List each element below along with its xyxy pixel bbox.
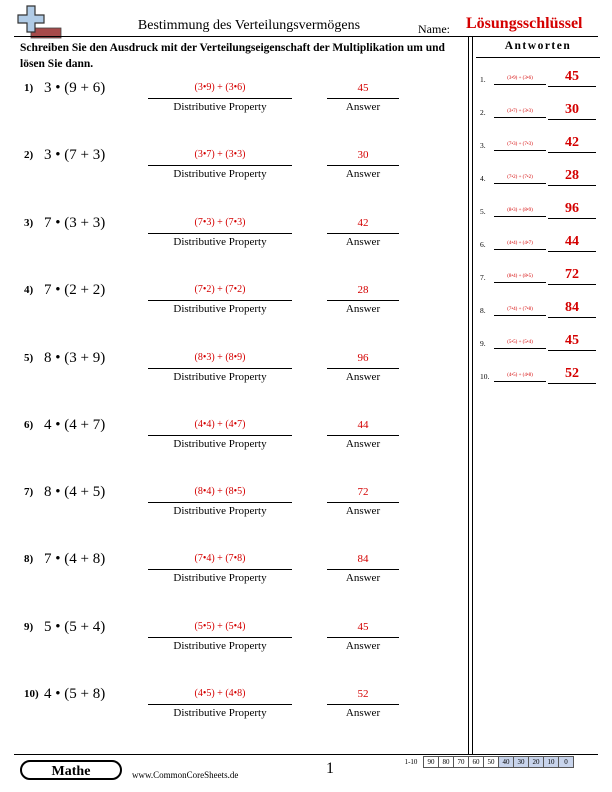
answer-key-item	[476, 202, 600, 226]
answer-label: Answer	[345, 371, 381, 383]
answer-key-answer-line	[548, 383, 596, 384]
answer-key-item	[476, 136, 600, 160]
answer-key-distributive-line	[494, 282, 546, 283]
distributive-label: Distributive Property	[173, 572, 267, 584]
score-cell: 30	[513, 756, 529, 768]
answer-key-answer: 45	[565, 333, 579, 348]
website-link[interactable]: www.CommonCoreSheets.de	[132, 770, 239, 780]
problem-expression: 4 • (4 + 7)	[44, 417, 106, 433]
answer-label: Answer	[345, 236, 381, 248]
answer-line	[327, 435, 399, 436]
answer-key-distributive-line	[494, 183, 546, 184]
answer-label: Answer	[345, 707, 381, 719]
problem-number: 1)	[24, 82, 34, 94]
page-number: 1	[326, 760, 334, 777]
distributive-answer: (8•3) + (8•9)	[194, 352, 246, 363]
footer-divider	[14, 754, 598, 755]
problem-expression: 7 • (4 + 8)	[44, 551, 106, 567]
problem	[0, 486, 468, 526]
answer-label: Answer	[345, 505, 381, 517]
answer-key-distributive: (7•3) + (7•3)	[507, 142, 533, 147]
answer-key-item	[476, 268, 600, 292]
name-value: Lösungsschlüssel	[466, 15, 583, 32]
answer-value: 42	[357, 217, 369, 229]
answer-value: 45	[357, 82, 369, 94]
column-divider	[468, 37, 469, 754]
score-cell: 0	[558, 756, 574, 768]
distributive-answer: (4•5) + (4•8)	[194, 688, 246, 699]
problem-expression: 5 • (5 + 4)	[44, 619, 106, 635]
answer-key-number: 6.	[480, 240, 486, 249]
answer-key-answer-line	[548, 86, 596, 87]
distributive-answer: (8•4) + (8•5)	[194, 486, 246, 497]
answer-key-number: 3.	[480, 141, 486, 150]
name-label: Name:	[418, 22, 450, 36]
problem	[0, 419, 468, 459]
distributive-line	[148, 233, 292, 234]
distributive-label: Distributive Property	[173, 707, 267, 719]
worksheet-title: Bestimmung des Verteilungsvermögens	[137, 18, 361, 33]
logo-plus-icon	[14, 4, 62, 40]
answer-key-number: 1.	[480, 75, 486, 84]
subject-badge: Mathe	[20, 760, 122, 780]
header-divider	[14, 36, 598, 37]
answer-key-distributive: (5•5) + (5•4)	[507, 340, 533, 345]
column-divider-inner	[472, 37, 473, 754]
problem-number: 9)	[24, 621, 34, 633]
problem-number: 8)	[24, 553, 34, 565]
answer-key-answer-line	[548, 185, 596, 186]
answer-key-answer-line	[548, 119, 596, 120]
answer-value: 30	[357, 149, 369, 161]
answer-key-underline	[476, 57, 600, 58]
answer-line	[327, 637, 399, 638]
answer-key-number: 10.	[480, 372, 490, 381]
answer-line	[327, 502, 399, 503]
answer-key-distributive: (7•2) + (7•2)	[507, 175, 533, 180]
answer-key-number: 9.	[480, 339, 486, 348]
answer-key-answer: 28	[565, 168, 579, 183]
answer-key-distributive-line	[494, 381, 546, 382]
distributive-label: Distributive Property	[173, 101, 267, 113]
distributive-answer: (3•9) + (3•6)	[194, 82, 246, 93]
answer-key-number: 5.	[480, 207, 486, 216]
answer-key-distributive-line	[494, 84, 546, 85]
distributive-line	[148, 637, 292, 638]
score-cell: 90	[423, 756, 439, 768]
problem-expression: 3 • (7 + 3)	[44, 147, 106, 163]
distributive-answer: (7•2) + (7•2)	[194, 284, 246, 295]
problem-number: 7)	[24, 486, 34, 498]
distributive-label: Distributive Property	[173, 303, 267, 315]
answer-key-distributive: (8•3) + (8•9)	[507, 208, 533, 213]
answer-line	[327, 98, 399, 99]
problem	[0, 217, 468, 257]
answer-key-answer-line	[548, 152, 596, 153]
answer-key-distributive-line	[494, 249, 546, 250]
answer-key-item	[476, 334, 600, 358]
problem-expression: 8 • (4 + 5)	[44, 484, 106, 500]
problem	[0, 82, 468, 122]
answer-key-answer: 30	[565, 102, 579, 117]
answer-key-number: 4.	[480, 174, 486, 183]
problem-number: 10)	[24, 688, 39, 700]
problem-number: 4)	[24, 284, 34, 296]
answer-key-item	[476, 367, 600, 391]
answer-key-number: 2.	[480, 108, 486, 117]
problem-expression: 7 • (2 + 2)	[44, 282, 106, 298]
problem-number: 6)	[24, 419, 34, 431]
distributive-line	[148, 300, 292, 301]
answer-key-answer-line	[548, 284, 596, 285]
answer-key-answer-line	[548, 251, 596, 252]
problem	[0, 284, 468, 324]
answer-key-distributive-line	[494, 216, 546, 217]
answer-label: Answer	[345, 168, 381, 180]
problem	[0, 688, 468, 728]
problem-number: 5)	[24, 352, 34, 364]
score-cell: 80	[438, 756, 454, 768]
answer-label: Answer	[345, 101, 381, 113]
problem	[0, 149, 468, 189]
answer-key-distributive: (3•9) + (3•6)	[507, 76, 533, 81]
answer-key-distributive-line	[494, 315, 546, 316]
answer-label: Answer	[345, 438, 381, 450]
score-cell: 50	[483, 756, 499, 768]
answer-key-distributive: (7•4) + (7•8)	[507, 307, 533, 312]
answer-line	[327, 165, 399, 166]
answer-value: 44	[357, 419, 369, 431]
distributive-line	[148, 98, 292, 99]
score-cell: 70	[453, 756, 469, 768]
answer-key-answer: 52	[565, 366, 579, 381]
distributive-answer: (7•3) + (7•3)	[194, 217, 246, 228]
distributive-label: Distributive Property	[173, 168, 267, 180]
answer-key-answer: 44	[565, 234, 579, 249]
distributive-line	[148, 368, 292, 369]
problem-expression: 3 • (9 + 6)	[44, 80, 106, 96]
answer-value: 52	[357, 688, 369, 700]
problem	[0, 352, 468, 392]
answer-key-item	[476, 169, 600, 193]
answer-key-answer: 45	[565, 69, 579, 84]
answer-key-distributive: (4•5) + (4•8)	[507, 373, 533, 378]
score-range-label: 1-10	[404, 758, 418, 766]
distributive-answer: (7•4) + (7•8)	[194, 553, 246, 564]
distributive-line	[148, 435, 292, 436]
answer-line	[327, 233, 399, 234]
answer-label: Answer	[345, 572, 381, 584]
answer-value: 72	[357, 486, 369, 498]
answer-key-answer: 96	[565, 201, 579, 216]
answer-value: 96	[357, 352, 369, 364]
answer-key-number: 8.	[480, 306, 486, 315]
problem-expression: 7 • (3 + 3)	[44, 215, 106, 231]
answer-key-distributive: (4•4) + (4•7)	[507, 241, 533, 246]
distributive-line	[148, 502, 292, 503]
answer-key-answer: 42	[565, 135, 579, 150]
problem	[0, 553, 468, 593]
problem-expression: 4 • (5 + 8)	[44, 686, 106, 702]
problem-number: 2)	[24, 149, 34, 161]
distributive-label: Distributive Property	[173, 640, 267, 652]
answer-label: Answer	[345, 303, 381, 315]
answer-key-distributive-line	[494, 348, 546, 349]
distributive-answer: (4•4) + (4•7)	[194, 419, 246, 430]
answer-key-answer-line	[548, 350, 596, 351]
score-table	[398, 756, 574, 768]
answer-line	[327, 300, 399, 301]
distributive-label: Distributive Property	[173, 505, 267, 517]
answer-key-number: 7.	[480, 273, 486, 282]
problem-expression: 8 • (3 + 9)	[44, 350, 106, 366]
answer-value: 84	[357, 553, 369, 565]
answer-key-distributive-line	[494, 150, 546, 151]
answer-key-answer: 84	[565, 300, 579, 315]
score-cell: 10	[543, 756, 559, 768]
distributive-answer: (3•7) + (3•3)	[194, 149, 246, 160]
instructions: Schreiben Sie den Ausdruck mit der Verteilungseigenschaft der Multiplikation um und lösen Sie dann.	[20, 42, 445, 71]
score-cell: 60	[468, 756, 484, 768]
answer-key-item	[476, 70, 600, 94]
answer-key-answer: 72	[565, 267, 579, 282]
answer-key-item	[476, 103, 600, 127]
distributive-label: Distributive Property	[173, 236, 267, 248]
answer-value: 28	[357, 284, 369, 296]
answer-key-item	[476, 301, 600, 325]
answer-key-answer-line	[548, 218, 596, 219]
distributive-line	[148, 704, 292, 705]
answer-key-answer-line	[548, 317, 596, 318]
answer-key-distributive: (8•4) + (8•5)	[507, 274, 533, 279]
answer-key-item	[476, 235, 600, 259]
answer-line	[327, 368, 399, 369]
answer-key-distributive: (3•7) + (3•3)	[507, 109, 533, 114]
answer-line	[327, 569, 399, 570]
distributive-answer: (5•5) + (5•4)	[194, 621, 246, 632]
problem-number: 3)	[24, 217, 34, 229]
distributive-label: Distributive Property	[173, 438, 267, 450]
answer-label: Answer	[345, 640, 381, 652]
score-cell: 20	[528, 756, 544, 768]
answer-key-distributive-line	[494, 117, 546, 118]
answer-value: 45	[357, 621, 369, 633]
answer-key-header: Antworten	[504, 40, 572, 52]
distributive-label: Distributive Property	[173, 371, 267, 383]
problem	[0, 621, 468, 661]
answer-line	[327, 704, 399, 705]
distributive-line	[148, 165, 292, 166]
score-cell: 40	[498, 756, 514, 768]
distributive-line	[148, 569, 292, 570]
